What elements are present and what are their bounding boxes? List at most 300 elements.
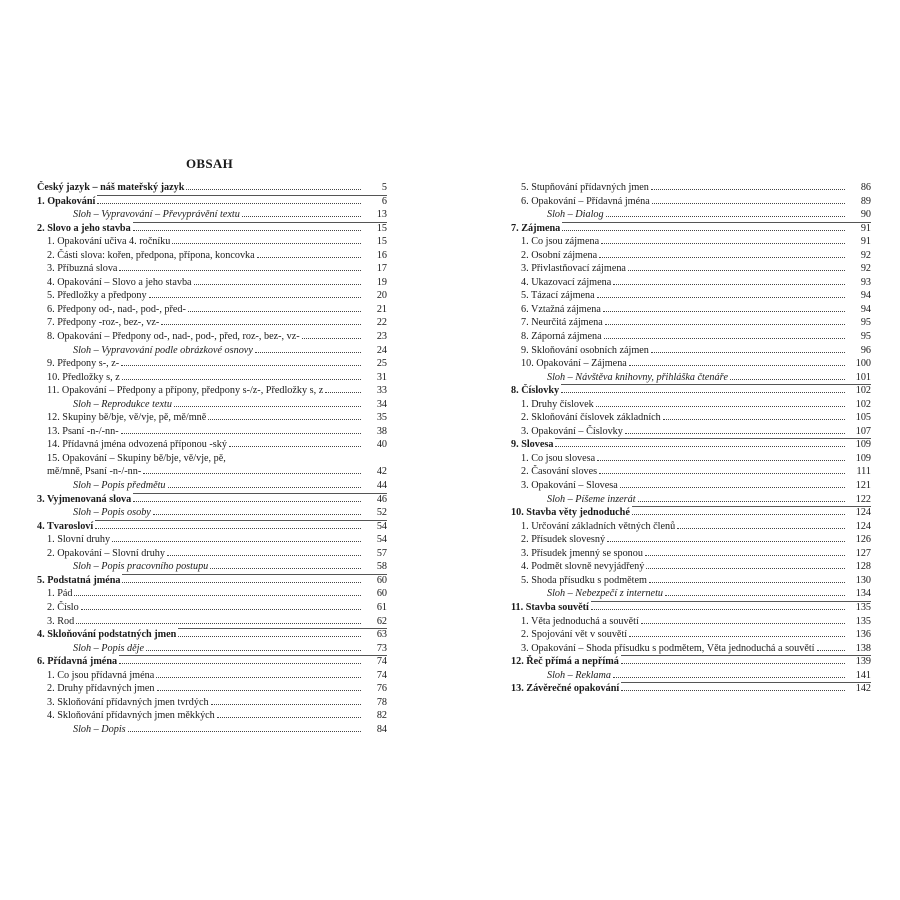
toc-page-number: 95	[860, 331, 871, 343]
toc-entry-line	[511, 655, 845, 669]
toc-entry-line	[521, 411, 845, 425]
toc-entry-title: 9. Předpony s-, z-	[47, 358, 120, 370]
dot-leader	[121, 433, 361, 434]
toc-entry-title: 5. Podstatná jména	[37, 574, 121, 586]
toc-entry-row	[37, 316, 387, 330]
toc-page-number: 101	[855, 371, 871, 383]
dot-leader	[172, 243, 361, 244]
toc-entry-line	[47, 425, 361, 439]
toc-section-row	[37, 655, 387, 669]
toc-page-number: 138	[855, 642, 871, 654]
dot-leader	[629, 365, 845, 366]
toc-entry-row	[511, 547, 871, 561]
dot-leader	[255, 352, 361, 353]
dot-leader	[133, 501, 361, 502]
toc-entry-title: 4. Skloňování podstatných jmen	[37, 629, 177, 641]
toc-entry-line	[47, 289, 361, 303]
dot-leader	[651, 189, 845, 190]
toc-page-number: 54	[376, 520, 387, 532]
toc-entry-title: 2. Spojování vět v souvětí	[521, 629, 628, 641]
toc-entry-line	[37, 520, 361, 534]
toc-entry-line	[521, 316, 845, 330]
toc-page-number: 31	[376, 371, 387, 383]
dot-leader	[613, 284, 845, 285]
dot-leader	[121, 365, 361, 366]
toc-sloh-row	[37, 344, 387, 358]
toc-entry-line	[521, 357, 845, 371]
dot-leader	[74, 595, 361, 596]
dot-leader	[112, 541, 361, 542]
toc-page-number: 74	[376, 656, 387, 668]
toc-entry-line	[521, 520, 845, 534]
toc-entry-row	[511, 195, 871, 209]
toc-page-number: 24	[376, 344, 387, 356]
dot-leader	[76, 623, 361, 624]
toc-entry-title: 1. Co jsou slovesa	[521, 452, 596, 464]
toc-entry-title: 10. Stavba věty jednoduché	[511, 507, 630, 519]
dot-leader	[325, 392, 361, 393]
toc-entry-row	[37, 357, 387, 371]
toc-entry-row	[37, 330, 387, 344]
toc-sloh-row	[511, 371, 871, 385]
toc-entry-row	[37, 411, 387, 425]
dot-leader	[665, 595, 845, 596]
toc-entry-line	[521, 628, 845, 642]
toc-entry-title: 3. Opakování – Shoda přísudku s podmětem, Věta jednoduchá a souvětí	[521, 642, 815, 654]
toc-entry-row	[511, 520, 871, 534]
toc-page-number: 84	[376, 723, 387, 735]
dot-leader	[641, 623, 845, 624]
toc-page-number: 92	[860, 263, 871, 275]
toc-page-number: 102	[855, 385, 871, 397]
toc-entry-line	[37, 181, 361, 195]
toc-entry-title: 1. Pád	[47, 588, 73, 600]
toc-entry-row	[37, 235, 387, 249]
dot-leader	[208, 419, 361, 420]
toc-entry-row	[37, 587, 387, 601]
toc-entry-title: 4. Podmět slovně nevyjádřený	[521, 561, 645, 573]
dot-leader	[646, 568, 845, 569]
toc-page-number: 61	[376, 601, 387, 613]
toc-page-number: 93	[860, 276, 871, 288]
toc-entry-line	[47, 249, 361, 263]
toc-page-number: 15	[376, 222, 387, 234]
toc-entry-title: 6. Předpony od-, nad-, pod-, před-	[47, 303, 186, 315]
toc-entry-line	[73, 344, 361, 358]
toc-entry-line	[47, 533, 361, 547]
toc-section-row	[37, 195, 387, 209]
toc-entry-title: 5. Stupňování přídavných jmen	[521, 182, 649, 193]
toc-entry-line	[521, 642, 845, 656]
toc-page-number: 124	[855, 520, 871, 532]
toc-entry-line	[47, 330, 361, 344]
toc-entry-row	[511, 452, 871, 466]
toc-page-number: 62	[376, 615, 387, 627]
dot-leader	[638, 501, 845, 502]
toc-entry-line	[37, 493, 361, 507]
toc-entry-title: 3. Příbuzná slova	[47, 263, 118, 275]
toc-entry-row	[37, 438, 387, 452]
toc-page-number: 23	[376, 331, 387, 343]
toc-page-number: 54	[376, 534, 387, 546]
toc-entry-line	[47, 411, 361, 425]
toc-page-number: 46	[376, 493, 387, 505]
toc-page-number: 135	[855, 615, 871, 627]
toc-entry-title: 6. Opakování – Přídavná jména	[521, 195, 650, 207]
toc-entry-title: 1. Určování základních větných členů	[521, 520, 676, 532]
toc-entry-line	[47, 465, 361, 479]
dot-leader	[178, 636, 361, 637]
dot-leader	[629, 636, 845, 637]
toc-page-number: 40	[376, 439, 387, 451]
toc-entry-line	[73, 208, 361, 222]
toc-entry-title: 2. Číslo	[47, 601, 79, 613]
dot-leader	[168, 487, 361, 488]
toc-section-row	[37, 574, 387, 588]
toc-entry-row	[511, 181, 871, 195]
dot-leader	[210, 568, 361, 569]
dot-leader	[597, 460, 845, 461]
toc-entry-title: Sloh – Návštěva knihovny, přihláška čtenáře	[547, 371, 729, 383]
toc-entry-row	[511, 642, 871, 656]
toc-entry-line	[511, 222, 845, 236]
toc-entry-line	[73, 723, 361, 737]
toc-entry-title: 3. Rod	[47, 615, 75, 627]
toc-entry-title: 4. Opakování – Slovo a jeho stavba	[47, 276, 192, 288]
toc-entry-title: 4. Skloňování přídavných jmen měkkých	[47, 710, 215, 722]
toc-section-row	[37, 181, 387, 195]
dot-leader	[211, 704, 361, 705]
dot-leader	[555, 446, 845, 447]
toc-page-number: 121	[855, 480, 871, 492]
toc-entry-row	[37, 669, 387, 683]
dot-leader	[122, 582, 361, 583]
toc-entry-row	[37, 601, 387, 615]
dot-leader	[149, 297, 361, 298]
toc-entry-title: 3. Skloňování přídavných jmen tvrdých	[47, 696, 209, 708]
toc-entry-row	[511, 330, 871, 344]
toc-page-number: 76	[376, 683, 387, 695]
toc-sloh-row	[37, 398, 387, 412]
toc-entry-line	[47, 615, 361, 629]
toc-page-number: 13	[376, 209, 387, 221]
toc-page-number: 86	[860, 182, 871, 193]
toc-sloh-row	[511, 208, 871, 222]
toc-entry-title: 1. Druhy číslovek	[521, 398, 594, 410]
toc-page-number: 126	[855, 534, 871, 546]
toc-page-number: 91	[860, 236, 871, 248]
dot-leader	[562, 230, 845, 231]
toc-page-number: 105	[855, 412, 871, 424]
toc-entry-row	[37, 249, 387, 263]
toc-entry-line	[521, 560, 845, 574]
toc-section-row	[37, 493, 387, 507]
toc-entry-title: 10. Opakování – Zájmena	[521, 358, 627, 370]
toc-page-number: 20	[376, 290, 387, 302]
toc-entry-row	[37, 425, 387, 439]
toc-entry-title: 3. Přivlastňovací zájmena	[521, 263, 626, 275]
toc-entry-line	[47, 371, 361, 385]
toc-page-number: 130	[855, 574, 871, 586]
toc-entry-row	[37, 262, 387, 276]
toc-entry-row	[511, 411, 871, 425]
toc-entry-row	[37, 371, 387, 385]
dot-leader	[677, 528, 845, 529]
toc-entry-title: 2. Opakování – Slovní druhy	[47, 547, 165, 559]
toc-entry-title: 3. Opakování – Číslovky	[521, 425, 623, 437]
toc-entry-line	[47, 276, 361, 290]
toc-page-number: 127	[855, 547, 871, 559]
dot-leader	[730, 379, 845, 380]
toc-entry-row	[37, 289, 387, 303]
toc-entry-line	[521, 615, 845, 629]
toc-entry-title: 7. Neurčitá zájmena	[521, 317, 603, 329]
toc-entry-row	[37, 465, 387, 479]
toc-entry-line	[73, 506, 361, 520]
toc-entry-title: Sloh – Popis děje	[73, 642, 145, 654]
toc-entry-line	[47, 262, 361, 276]
toc-sloh-row	[511, 669, 871, 683]
dot-leader	[596, 406, 845, 407]
toc-page-number: 58	[376, 561, 387, 573]
toc-entry-title: 3. Opakování – Slovesa	[521, 480, 618, 492]
toc-entry-title: Sloh – Popis pracovního postupu	[73, 561, 209, 573]
toc-entry-row	[37, 709, 387, 723]
dot-leader	[153, 514, 361, 515]
toc-section-row	[511, 655, 871, 669]
toc-entry-line	[511, 601, 845, 615]
dot-leader	[146, 650, 361, 651]
dot-leader	[133, 230, 361, 231]
toc-entry-row	[511, 560, 871, 574]
toc-page-number: 74	[376, 669, 387, 681]
toc-entry-row	[511, 533, 871, 547]
toc-entry-line	[547, 587, 845, 601]
toc-entry-line	[511, 438, 845, 452]
toc-entry-line	[73, 479, 361, 493]
toc-sloh-row	[37, 642, 387, 656]
toc-page-number: 17	[376, 263, 387, 275]
toc-entry-line	[511, 384, 845, 398]
toc-page-number: 128	[855, 561, 871, 573]
toc-page-number: 102	[855, 398, 871, 410]
dot-leader	[604, 338, 845, 339]
dot-leader	[217, 717, 361, 718]
toc-entry-title: 13. Psaní -n-/-nn-	[47, 425, 119, 437]
toc-entry-title: Sloh – Dopis	[73, 723, 126, 735]
toc-entry-line	[521, 465, 845, 479]
toc-page-number: 21	[376, 303, 387, 315]
toc-entry-title: 2. Přísudek slovesný	[521, 534, 606, 546]
toc-page-number: 38	[376, 425, 387, 437]
toc-page-number: 35	[376, 412, 387, 424]
toc-page-number: 42	[376, 466, 387, 478]
toc-entry-row	[37, 696, 387, 710]
toc-entry-line	[547, 493, 845, 507]
toc-entry-line	[47, 709, 361, 723]
toc-entry-line	[47, 316, 361, 330]
toc-left-column	[37, 181, 387, 736]
toc-entry-title: 12. Řeč přímá a nepřímá	[511, 656, 619, 668]
toc-page-number: 33	[376, 385, 387, 397]
toc-entry-title: 2. Osobní zájmena	[521, 249, 598, 261]
toc-entry-title: 11. Stavba souvětí	[511, 601, 589, 613]
toc-entry-title: Sloh – Reklama	[547, 669, 611, 681]
toc-entry-title: Sloh – Píšeme inzerát	[547, 493, 636, 505]
toc-page-number: 96	[860, 344, 871, 356]
toc-entry-line	[521, 547, 845, 561]
toc-page-number: 95	[860, 317, 871, 329]
toc-section-row	[37, 222, 387, 236]
toc-page-number: 44	[376, 480, 387, 492]
toc-entry-title: 1. Opakování učiva 4. ročníku	[47, 236, 171, 248]
toc-entry-line	[521, 289, 845, 303]
toc-entry-title: 2. Slovo a jeho stavba	[37, 222, 131, 234]
dot-leader	[128, 731, 361, 732]
toc-entry-title: mě/mně, Psaní -n-/-nn-	[47, 466, 142, 478]
toc-sloh-row	[511, 493, 871, 507]
toc-entry-line	[521, 249, 845, 263]
toc-entry-line	[47, 696, 361, 710]
dot-leader	[601, 243, 845, 244]
toc-entry-row	[511, 235, 871, 249]
toc-section-row	[511, 601, 871, 615]
toc-page-number: 57	[376, 547, 387, 559]
dot-leader	[649, 582, 845, 583]
toc-entry-line	[521, 425, 845, 439]
toc-entry-row	[511, 628, 871, 642]
toc-entry-line	[73, 560, 361, 574]
toc-entry-row	[511, 615, 871, 629]
toc-entry-title: 4. Ukazovací zájmena	[521, 276, 612, 288]
toc-entry-line	[521, 303, 845, 317]
toc-entry-row	[37, 533, 387, 547]
toc-entry-line	[521, 195, 845, 209]
toc-page-number: 141	[855, 669, 871, 681]
toc-entry-line	[47, 235, 361, 249]
dot-leader	[119, 663, 361, 664]
toc-entry-title: Sloh – Vypravování podle obrázkové osnovy	[73, 344, 253, 356]
toc-entry-line	[47, 438, 361, 452]
toc-page-number: 6	[381, 195, 387, 207]
toc-entry-title: 6. Přídavná jména	[37, 656, 118, 668]
dot-leader	[95, 528, 361, 529]
toc-entry-line	[521, 235, 845, 249]
dot-leader	[652, 203, 845, 204]
toc-entry-line	[37, 655, 361, 669]
toc-entry-title: 3. Přísudek jmenný se sponou	[521, 547, 643, 559]
dot-leader	[194, 284, 361, 285]
toc-entry-line	[47, 682, 361, 696]
toc-entry-title: 2. Časování sloves	[521, 466, 598, 478]
toc-entry-title: 15. Opakování – Skupiny bě/bje, vě/vje, pě,	[47, 452, 226, 464]
toc-entry-line	[521, 479, 845, 493]
toc-page-number: 136	[855, 629, 871, 641]
toc-entry-row	[37, 615, 387, 629]
toc-sloh-row	[37, 723, 387, 737]
toc-entry-line	[547, 371, 845, 385]
toc-sloh-row	[37, 506, 387, 520]
toc-entry-title: Český jazyk – náš mateřský jazyk	[37, 182, 185, 193]
toc-entry-row	[511, 276, 871, 290]
toc-page-number: 122	[855, 493, 871, 505]
toc-page-number: 135	[855, 601, 871, 613]
toc-sloh-row	[511, 587, 871, 601]
toc-page-number: 15	[376, 236, 387, 248]
dot-leader	[651, 352, 845, 353]
toc-entry-title: 8. Číslovky	[511, 385, 560, 397]
toc-section-row	[511, 384, 871, 398]
toc-entry-title: Sloh – Vypravování – Převyprávění textu	[73, 209, 240, 221]
toc-entry-line	[47, 601, 361, 615]
toc-entry-row	[511, 398, 871, 412]
dot-leader	[603, 311, 845, 312]
dot-leader	[119, 270, 361, 271]
toc-entry-row	[511, 249, 871, 263]
toc-entry-line	[37, 574, 361, 588]
toc-page-number: 52	[376, 507, 387, 519]
toc-section-row	[511, 438, 871, 452]
dot-leader	[597, 297, 845, 298]
dot-leader	[599, 473, 845, 474]
toc-entry-line	[547, 669, 845, 683]
toc-entry-title: 7. Předpony -roz-, bez-, vz-	[47, 317, 160, 329]
toc-entry-title: 8. Záporná zájmena	[521, 331, 602, 343]
toc-section-row	[511, 506, 871, 520]
toc-entry-title: Sloh – Popis předmětu	[73, 480, 166, 492]
dot-leader	[621, 663, 845, 664]
toc-entry-title: 11. Opakování – Předpony a přípony, předpony s-/z-, Předložky s, z	[47, 385, 324, 397]
toc-page-number: 60	[376, 588, 387, 600]
dot-leader	[188, 311, 361, 312]
toc-entry-title: Sloh – Popis osoby	[73, 507, 151, 519]
toc-right-column	[511, 181, 871, 696]
dot-leader	[561, 392, 845, 393]
toc-entry-line	[47, 669, 361, 683]
dot-leader	[817, 650, 846, 651]
toc-entry-line	[521, 181, 845, 195]
dot-leader	[620, 487, 845, 488]
toc-page-number: 25	[376, 358, 387, 370]
toc-section-row	[37, 520, 387, 534]
dot-leader	[242, 216, 361, 217]
toc-entry-title: 9. Slovesa	[511, 439, 554, 451]
toc-entry-line	[521, 574, 845, 588]
dot-leader	[229, 446, 361, 447]
dot-leader	[621, 690, 845, 691]
toc-page-number: 89	[860, 195, 871, 207]
toc-page-number: 92	[860, 249, 871, 261]
toc-entry-row	[511, 262, 871, 276]
toc-page-number: 90	[860, 209, 871, 221]
toc-page-number: 124	[855, 507, 871, 519]
dot-leader	[591, 609, 845, 610]
dot-leader	[613, 677, 845, 678]
toc-entry-title: 9. Skloňování osobních zájmen	[521, 344, 649, 356]
toc-section-row	[511, 222, 871, 236]
toc-entry-line	[73, 642, 361, 656]
toc-entry-title: 2. Druhy přídavných jmen	[47, 683, 155, 695]
toc-entry-row	[511, 289, 871, 303]
toc-page-number: 82	[376, 710, 387, 722]
toc-page-number: 5	[381, 182, 387, 193]
toc-entry-row	[511, 479, 871, 493]
toc-entry-title: Sloh – Nebezpečí z internetu	[547, 588, 664, 600]
toc-entry-line	[37, 222, 361, 236]
dot-leader	[605, 324, 845, 325]
toc-entry-title: 1. Co jsou zájmena	[521, 236, 600, 248]
dot-leader	[156, 677, 361, 678]
